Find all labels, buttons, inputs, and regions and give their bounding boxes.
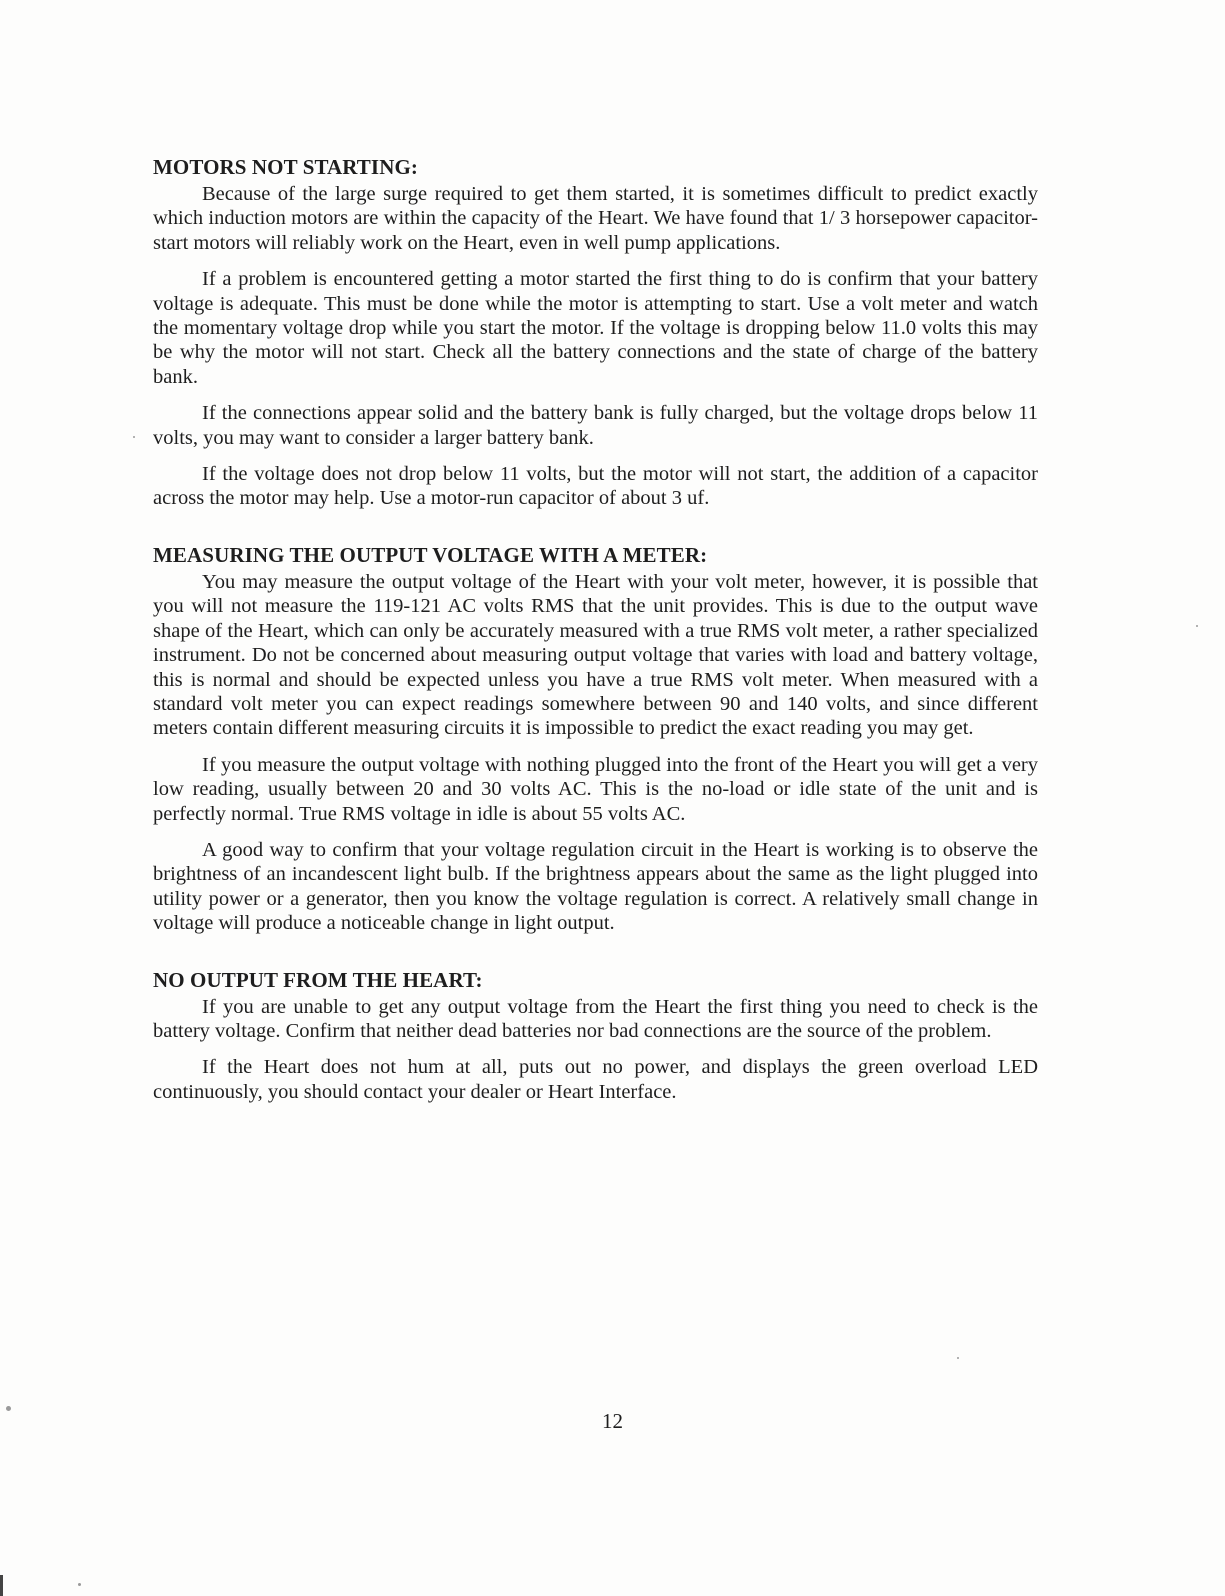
paragraph: A good way to confirm that your voltage regulation circuit in the Heart is working is to observe the brightness of an incandescent light bulb. If the brightness appears about the same as the light plugged into utility power or a generator, then you know the voltage regulation is correct. A relatively small change in voltage will produce a noticeable change in light output. bbox=[153, 838, 1038, 935]
paragraph: If you are unable to get any output voltage from the Heart the first thing you need to check is the battery voltage. Confirm that neither dead batteries nor bad connections are the source of the problem. bbox=[153, 995, 1038, 1042]
paragraph: If the Heart does not hum at all, puts out no power, and displays the green overload LED continuously, you should contact your dealer or Heart Interface. bbox=[153, 1056, 1038, 1103]
paragraph: You may measure the output voltage of the Heart with your volt meter, however, it is possible that you will not measure the 119-121 AC volts RMS that the unit provides. This is due to the output wave shape of the Heart, which can only be accurately measured with a true RMS volt meter, a rather specialized instrument. Do not be concerned about measuring output voltage that varies with load and battery voltage, this is normal and should be expected unless you have a true RMS volt meter. When measured with a standard volt meter you can expect readings somewhere between 90 and 140 volts, and since different meters contain different measuring circuits it is impossible to predict the exact reading you may get. bbox=[153, 570, 1038, 740]
scan-edge-mark bbox=[0, 1575, 3, 1596]
scan-speck bbox=[78, 1583, 81, 1586]
paragraph: If a problem is encountered getting a motor started the first thing to do is confirm that your battery voltage is adequate. This must be done while the motor is attempting to start. Use a volt meter and watch the momentary voltage drop while you start the motor. If the voltage is dropping below 11.0 volts this may be why the motor will not start. Check all the battery connections and the state of charge of the battery bank. bbox=[153, 268, 1038, 388]
section-measuring-output-voltage bbox=[153, 542, 1038, 936]
scan-speck bbox=[957, 1357, 959, 1359]
section-no-output bbox=[153, 967, 1038, 1105]
paragraph: If you measure the output voltage with nothing plugged into the front of the Heart you will get a very low reading, usually between 20 and 30 volts AC. This is the no-load or idle state of the unit and is perfectly normal. True RMS voltage in idle is about 55 volts AC. bbox=[153, 753, 1038, 825]
page-number: 12 bbox=[602, 1409, 623, 1433]
paragraph: Because of the large surge required to get them started, it is sometimes difficult to predict exactly which induction motors are within the capacity of the Heart. We have found that 1/ 3 horsepower capacitor-start motors will reliably work on the Heart, even in well pump applications. bbox=[153, 183, 1038, 254]
section-heading: MEASURING THE OUTPUT VOLTAGE WITH A METER: bbox=[153, 542, 708, 567]
scan-speck bbox=[1196, 625, 1198, 627]
paragraph: If the voltage does not drop below 11 volts, but the motor will not start, the addition of a capacitor across the motor may help. Use a motor-run capacitor of about 3 uf. bbox=[153, 463, 1038, 510]
document-body bbox=[153, 154, 1038, 1104]
section-heading: NO OUTPUT FROM THE HEART: bbox=[153, 967, 483, 992]
scan-speck bbox=[133, 436, 135, 438]
section-heading: MOTORS NOT STARTING: bbox=[153, 155, 418, 179]
section-motors-not-starting bbox=[153, 154, 1038, 511]
paragraph: If the connections appear solid and the battery bank is fully charged, but the voltage drops below 11 volts, you may want to consider a larger battery bank. bbox=[153, 402, 1038, 449]
